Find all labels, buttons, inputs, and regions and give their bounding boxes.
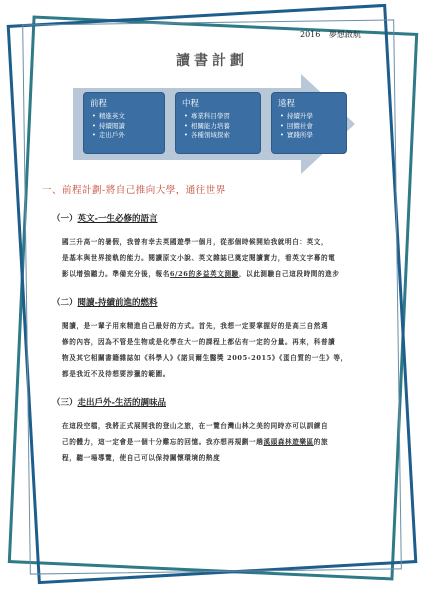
subsection-title: 閱讀-持續前進的燃料 (77, 298, 158, 308)
header-title: 夢想啟航 (328, 30, 361, 39)
phase-item: • 持續閱讀 (90, 122, 158, 132)
text-run: 的旅 (313, 438, 329, 446)
phase-box-mid (175, 92, 261, 154)
paragraph-line (62, 434, 380, 450)
underlined-text: 6/26的多益英文測驗 (169, 270, 239, 278)
paragraph-outdoors (62, 418, 380, 466)
phase-item: • 持續升學 (278, 112, 340, 122)
paragraph-line: 物及其它相關書籍雜誌如《科學人》《諾貝爾生醫獎 2005-2015》《蛋白質的一生》等， (62, 354, 348, 362)
subsection-heading (52, 212, 158, 224)
text-run: ，以此測驗自己這段時間的進步 (238, 270, 340, 278)
subsection-prefix: （三） (52, 398, 78, 408)
paragraph-line: 是基本與世界接軌的能力。閱讀原文小說、英文雜誌已奠定閱讀實力，看英文字幕的電 (62, 254, 336, 262)
text-run: 己的體力，這一定會是一個十分難忘的回憶。我亦想再規劃一趟 (62, 438, 264, 446)
plan-diagram (73, 74, 355, 174)
subsection-title: 走出戶外-生活的調味品 (77, 398, 167, 408)
paragraph-line: 都是我近不及待想要涉獵的範圍。 (62, 370, 170, 378)
phase-item: • 專業科目學習 (182, 112, 254, 122)
phase-item: • 實踐所學 (278, 131, 340, 141)
subsection-prefix: （二） (52, 298, 78, 308)
subsection-heading (52, 296, 158, 308)
header-year: 2016 (300, 30, 321, 39)
paragraph-reading (62, 318, 380, 382)
phase-title: 中程 (182, 99, 200, 109)
paragraph-line: 閱讀，是一輩子用來精進自己最好的方式。首先，我想一定要掌握好的是高三自然選 (62, 322, 329, 330)
phase-item: • 走出戶外 (90, 131, 158, 141)
phase-item: • 精進英文 (90, 112, 158, 122)
section-heading: 一、前程計劃-將自己推向大學，通往世界 (42, 185, 226, 196)
page-title: 讀書計劃 (176, 53, 248, 69)
subsection-prefix: （一） (52, 214, 78, 224)
phase-item: • 相關能力培養 (182, 122, 254, 132)
subsection-title: 英文-一生必修的語言 (77, 214, 158, 224)
paragraph-line (62, 266, 380, 282)
phase-title: 前程 (90, 99, 108, 109)
paragraph-line: 程，聽一場導覽，使自己可以保持關懷環境的熱度 (62, 454, 221, 462)
underlined-text: 溪頭森林遊樂區 (263, 438, 314, 446)
subsection-heading (52, 396, 166, 408)
phase-item: • 回饋社會 (278, 122, 340, 132)
paragraph-line: 在這段空檔，我將正式展開我的登山之旅，在一覽台灣山林之美的同時亦可以訓練自 (62, 422, 329, 430)
phase-box-far (271, 92, 347, 154)
page-header (300, 29, 367, 40)
text-run: 影以增強聽力。準備充分後，報名 (62, 270, 170, 278)
phase-item: • 各種領域探索 (182, 131, 254, 141)
paragraph-line: 修的內容，因為不管是生物或是化學在大一的課程上都佔有一定的分量。再來，科普讀 (62, 338, 336, 346)
paragraph-english (62, 234, 380, 282)
phase-title: 遠程 (278, 99, 296, 109)
paragraph-line: 國三升高一的暑假，我曾有幸去英國遊學一個月，從那個時候開始我就明白：英文， (62, 238, 329, 246)
phase-box-near (83, 92, 165, 154)
